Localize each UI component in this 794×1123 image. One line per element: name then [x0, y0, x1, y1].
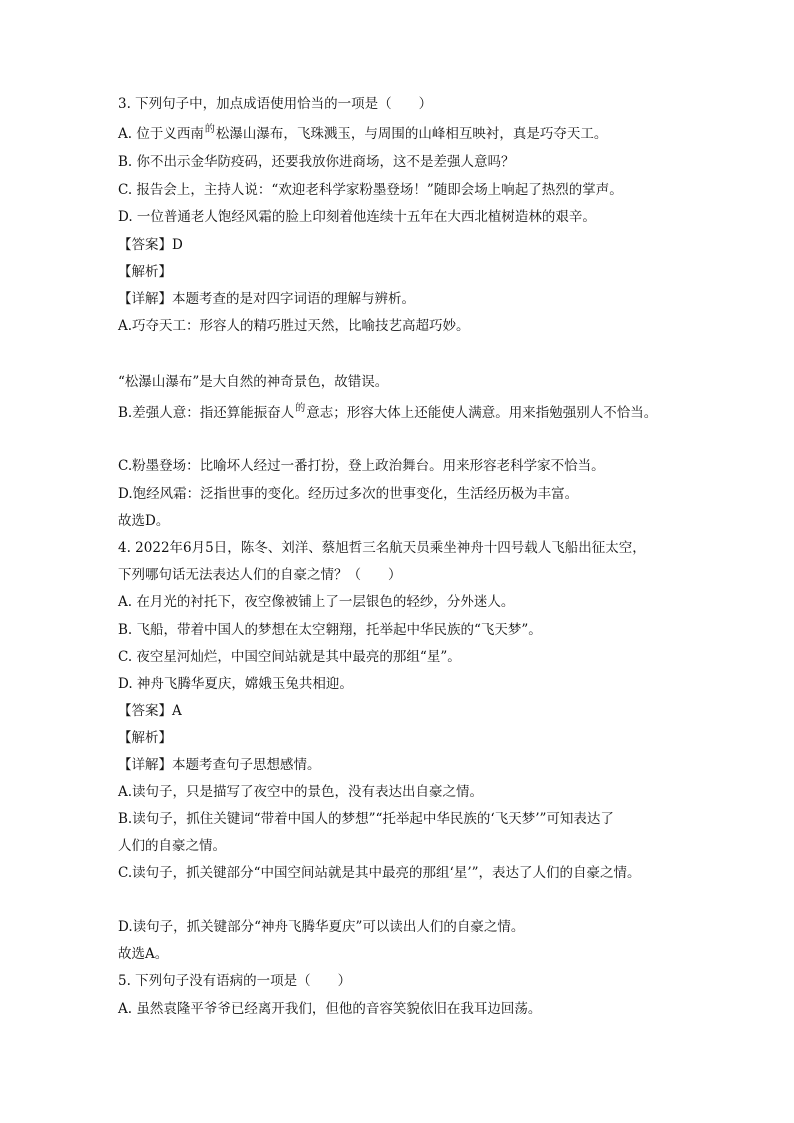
q3-explanation-c: C.粉墨登场：比喻坏人经过一番打扮，登上政治舞台。用来形容老科学家不恰当。 — [118, 458, 605, 474]
q4-question-line2: 下列哪句话无法表达人们的自豪之情？（ ） — [118, 567, 402, 583]
q5-question: 5. 下列句子没有语病的一项是（ ） — [118, 973, 352, 989]
q4-answer: 【答案】A — [118, 703, 182, 719]
q4-conclusion: 故选A。 — [118, 946, 169, 962]
q3-option-d: D. 一位普通老人饱经风霜的脸上印刻着他连续十五年在大西北植树造林的艰辛。 — [118, 209, 596, 225]
q3-option-b: B. 你不出示金华防疫码，还要我放你进商场，这不是差强人意吗？ — [118, 154, 515, 170]
q4-explanation-a: A.读句子，只是描写了夜空中的景色，没有表达出自豪之情。 — [118, 784, 484, 800]
q3-detail: 【详解】本题考查的是对四字词语的理解与辨析。 — [118, 291, 415, 307]
q3-exp-b-mark: 的 — [295, 403, 306, 414]
q4-question-line1: 4. 2022年6月5日，陈冬、刘洋、蔡旭哲三名航天员乘坐神舟十四号载人飞船出征太空， — [118, 540, 646, 556]
q4-explanation-c: C.读句子，抓关键部分“中国空间站就是其中最亮的那组‘星’”，表达了人们的自豪之情。 — [118, 865, 641, 881]
q3-option-c: C. 报告会上，主持人说：“欢迎老科学家粉墨登场！”随即会场上响起了热烈的掌声。 — [118, 182, 623, 198]
q4-option-d: D. 神舟飞腾华夏庆，嫦娥玉兔共相迎。 — [118, 676, 353, 692]
q4-explanation-b-line1: B.读句子，抓住关键词“带着中国人的梦想”“托举起中华民族的‘飞天梦’”可知表达了 — [118, 811, 614, 827]
q4-detail: 【详解】本题考查句子思想感情。 — [118, 757, 321, 773]
q3-explanation-a: A.巧夺天工：形容人的精巧胜过天然，比喻技艺高超巧妙。 — [118, 318, 470, 334]
q3-explanation-d: D.饱经风霜：泛指世事的变化。经历过多次的世事变化，生活经历极为丰富。 — [118, 486, 579, 502]
q3-option-a-pre: A. 位于义西南 — [118, 126, 204, 142]
q4-option-c: C. 夜空星河灿烂，中国空间站就是其中最亮的那组“星”。 — [118, 649, 461, 665]
q3-exp-b-post: 意志；形容大体上还能使人满意。用来指勉强别人不恰当。 — [306, 405, 658, 421]
q3-exp-b-pre: B.差强人意：指还算能振奋人 — [118, 405, 295, 421]
q3-option-a-mark: 的 — [204, 124, 215, 135]
q4-explanation-d: D.读句子，抓关键部分“神舟飞腾华夏庆”可以读出人们的自豪之情。 — [118, 919, 525, 935]
q4-option-a: A. 在月光的衬托下，夜空像被铺上了一层银色的轻纱，分外迷人。 — [118, 594, 515, 610]
q5-option-a: A. 虽然袁隆平爷爷已经离开我们，但他的音容笑貌依旧在我耳边回荡。 — [118, 1001, 542, 1017]
q3-conclusion: 故选D。 — [118, 513, 170, 529]
q3-analysis-label: 【解析】 — [118, 264, 172, 280]
q3-explanation-b — [118, 403, 657, 425]
q4-analysis-label: 【解析】 — [118, 730, 172, 746]
q3-question: 3. 下列句子中，加点成语使用恰当的一项是（ ） — [118, 96, 433, 112]
q4-explanation-b-line2: 人们的自豪之情。 — [118, 838, 226, 854]
q3-option-a-post: 松瀑山瀑布，飞珠溅玉，与周围的山峰相互映衬，真是巧夺天工。 — [215, 126, 608, 142]
q3-explanation-a2: “松瀑山瀑布”是大自然的神奇景色，故错误。 — [118, 374, 389, 390]
q3-answer: 【答案】D — [118, 237, 183, 253]
q4-option-b: B. 飞船，带着中国人的梦想在太空翱翔，托举起中华民族的“飞天梦”。 — [118, 622, 542, 638]
q3-option-a — [118, 124, 607, 146]
